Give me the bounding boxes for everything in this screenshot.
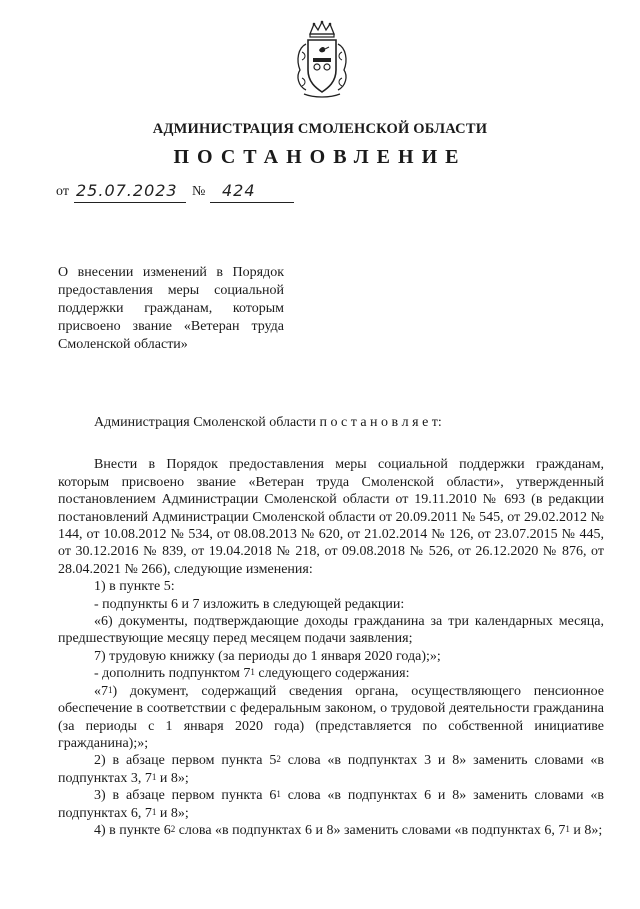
preamble-text: Администрация Смоленской области — [94, 415, 317, 430]
document-subject: О внесении изменений в Порядок предоставления меры социальной поддержки гражданам, которым присвоено звание «Ветеран труда Смоленской области» — [58, 265, 284, 352]
organization-name: АДМИНИСТРАЦИЯ СМОЛЕНСКОЙ ОБЛАСТИ — [152, 121, 488, 137]
item-2-text-end: и 8»; — [156, 770, 189, 786]
date-value: 25.07.2023 — [76, 181, 178, 200]
item-2-text-mid: слова «в подпунктах 3 и 8» заменить словами «в подпунктах 3, 7 — [58, 753, 604, 786]
item-1b — [58, 665, 604, 682]
item-1b-text-end: следующего содержания: — [254, 666, 410, 682]
item-1a-quote-7: 7) трудовую книжку (за периоды до 1 января 2020 года);»; — [94, 648, 441, 664]
item-1b-quote — [58, 683, 604, 753]
date-underline — [74, 202, 186, 203]
superscript: 1 — [276, 789, 281, 800]
superscript: 1 — [108, 684, 113, 695]
item-3-text-end: и 8»; — [156, 805, 189, 821]
item-1a-quote-6: «6) документы, подтверждающие доходы гражданина за три календарных месяца, предшествующие месяцу перед месяцем подачи заявления; — [58, 614, 604, 647]
superscript: 1 — [250, 667, 255, 678]
superscript: 1 — [151, 771, 157, 782]
document-type-title: ПОСТАНОВЛЕНИЕ — [173, 146, 467, 168]
coat-of-arms-emblem — [292, 20, 352, 100]
number-underline — [210, 202, 294, 203]
item-3-text-mid: слова «в подпунктах 6 и 8» заменить словами «в подпунктах 6, 7 — [58, 788, 604, 821]
item-1b-text: - дополнить подпунктом 7 — [94, 666, 251, 682]
number-prefix: № — [192, 184, 206, 199]
superscript: 1 — [151, 806, 157, 817]
item-1-heading: 1) в пункте 5: — [94, 579, 175, 595]
date-prefix: от — [56, 184, 69, 199]
item-4-text-mid: слова «в подпунктах 6 и 8» заменить словами «в подпунктах 6, 7 — [175, 822, 566, 838]
item-2 — [58, 752, 604, 787]
superscript: 2 — [276, 754, 281, 765]
main-paragraph: Внести в Порядок предоставления меры социальной поддержки гражданам, которым присвоено звание «Ветеран труда Смоленской области», утвержденный постановлением Администрации Смоленской области от 19.11.2010 № 693 (в редакции постановлений Администрации Смоленской области от 20.09.2011 № 545, от 29.02.2012 № 144, от 10.08.2012 № 534, от 08.08.2013 № 620, от 21.02.2014 № 126, от 23.07.2015 № 445, от 30.12.2016 № 839, от 19.04.2018 № 218, от 09.08.2018 № 526, от 26.12.2020 № 876, от 28.04.2021 № 266), следующие изменения: — [58, 457, 604, 577]
item-4 — [58, 822, 604, 839]
superscript: 1 — [565, 823, 570, 834]
number-value: 424 — [222, 181, 256, 200]
item-4-text-end: и 8»; — [569, 822, 603, 838]
document-body — [58, 414, 604, 839]
item-1b-quote-text: ) документ, содержащий сведения органа, осуществляющего пенсионное обеспечение в соответствии с федеральным законом, о трудовой деятельности гражданина (за периоды с 1 января 2020 года) (представляется по собственной инициативе гражданина);»; — [58, 683, 604, 751]
item-3 — [58, 787, 604, 822]
item-4-text: 4) в пункте 6 — [94, 822, 171, 838]
item-3-text: 3) в абзаце первом пункта 6 — [94, 788, 277, 804]
preamble-decree-word: п о с т а н о в л я е т: — [319, 415, 442, 430]
item-1a: - подпункты 6 и 7 изложить в следующей редакции: — [94, 596, 405, 612]
superscript: 2 — [170, 823, 176, 834]
item-1b-quote-start: «7 — [94, 683, 108, 699]
preamble-paragraph — [58, 414, 604, 431]
item-2-text: 2) в абзаце первом пункта 5 — [94, 753, 277, 769]
